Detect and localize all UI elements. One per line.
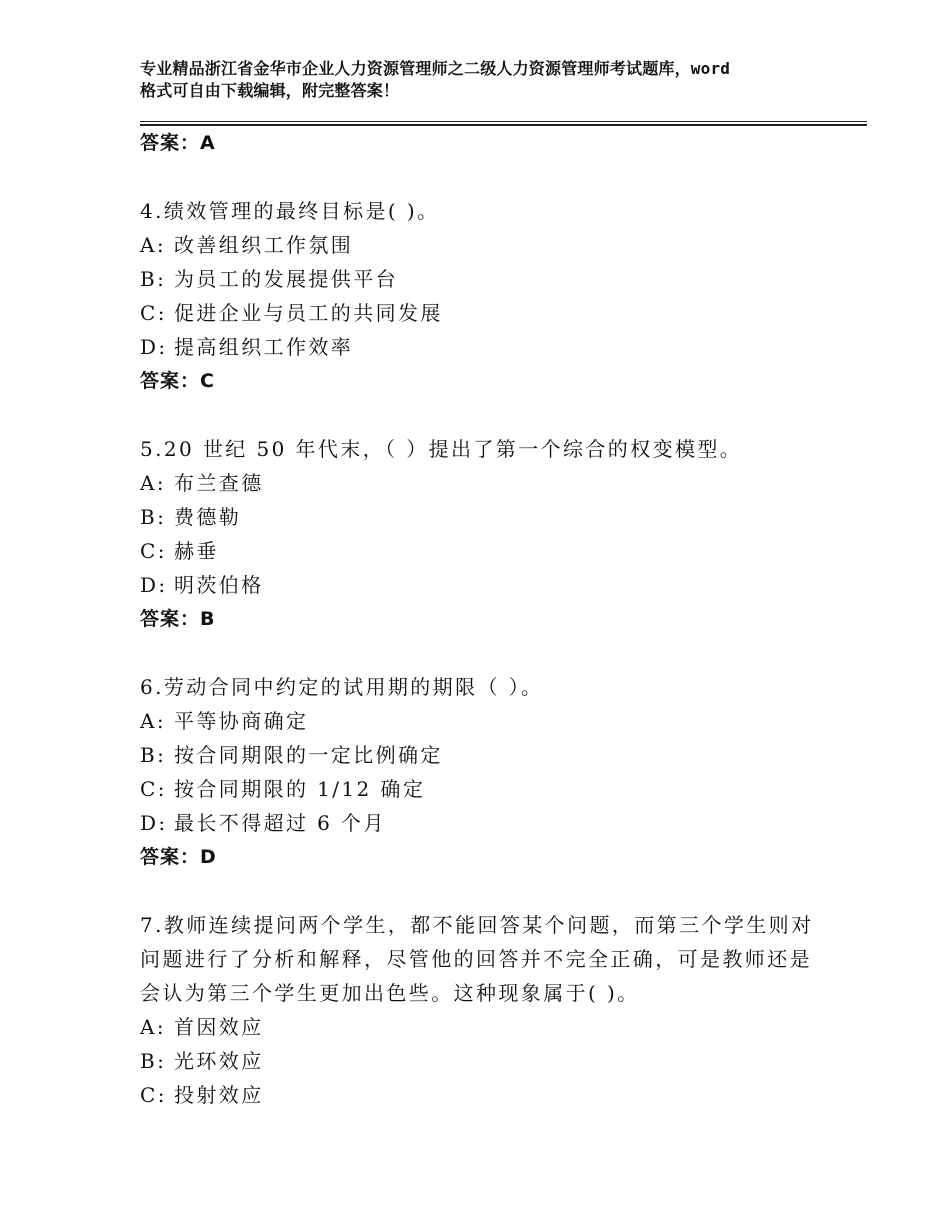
option-text: 赫垂 <box>174 539 219 563</box>
header-divider-thin <box>140 121 867 122</box>
option-text: 促进企业与员工的共同发展 <box>174 301 443 325</box>
option-b <box>140 1044 840 1078</box>
option-text: 改善组织工作氛围 <box>174 233 354 257</box>
question-stem-line-3: 会认为第三个学生更加出色些。这种现象属于( )。 <box>140 981 640 1005</box>
option-text: 为员工的发展提供平台 <box>174 267 398 291</box>
option-c <box>140 772 840 806</box>
option-text: 光环效应 <box>174 1049 264 1073</box>
option-text: 投射效应 <box>174 1083 264 1107</box>
option-d <box>140 806 840 840</box>
document-header <box>140 58 830 102</box>
option-key: A: <box>140 471 166 495</box>
question-stem: 6.劳动合同中约定的试用期的期限（ ）。 <box>140 675 544 699</box>
option-key: D: <box>140 335 168 359</box>
option-d <box>140 568 840 602</box>
option-b <box>140 500 840 534</box>
option-c <box>140 534 840 568</box>
answer-line: 答案：B <box>140 608 216 630</box>
header-title-line-1: 专业精品浙江省金华市企业人力资源管理师之二级人力资源管理师考试题库，word <box>140 59 731 78</box>
option-key: B: <box>140 505 167 529</box>
option-text: 按合同期限的 1/12 确定 <box>174 777 426 801</box>
option-key: D: <box>140 573 168 597</box>
option-key: A: <box>140 709 166 733</box>
option-text: 平等协商确定 <box>174 709 309 733</box>
option-text: 提高组织工作效率 <box>174 335 354 359</box>
option-key: A: <box>140 233 166 257</box>
option-a <box>140 466 840 500</box>
option-key: A: <box>140 1015 166 1039</box>
option-key: D: <box>140 811 168 835</box>
option-c <box>140 296 840 330</box>
option-text: 费德勒 <box>174 505 242 529</box>
question-6 <box>140 670 840 874</box>
answer-line: 答案：C <box>140 370 215 392</box>
question-list <box>140 126 840 1112</box>
option-key: C: <box>140 1083 167 1107</box>
option-b <box>140 262 840 296</box>
question-stem-line-2: 问题进行了分析和解释，尽管他的回答并不完全正确，可是教师还是 <box>140 947 812 971</box>
option-key: B: <box>140 743 167 767</box>
option-key: C: <box>140 539 167 563</box>
question-4 <box>140 194 840 398</box>
option-a <box>140 1010 840 1044</box>
option-d <box>140 330 840 364</box>
option-b <box>140 738 840 772</box>
option-text: 明茨伯格 <box>174 573 264 597</box>
option-key: C: <box>140 301 167 325</box>
option-text: 布兰查德 <box>174 471 264 495</box>
answer-line: 答案：D <box>140 846 217 868</box>
option-text: 首因效应 <box>174 1015 264 1039</box>
option-text: 按合同期限的一定比例确定 <box>174 743 443 767</box>
question-7 <box>140 908 840 1112</box>
previous-answer: 答案：A <box>140 132 216 154</box>
option-a <box>140 704 840 738</box>
question-stem-line-1: 7.教师连续提问两个学生，都不能回答某个问题，而第三个学生则对 <box>140 913 814 937</box>
question-5 <box>140 432 840 636</box>
option-a <box>140 228 840 262</box>
header-title-line-2: 格式可自由下载编辑，附完整答案！ <box>140 81 400 100</box>
option-key: B: <box>140 267 167 291</box>
option-text: 最长不得超过 6 个月 <box>174 811 386 835</box>
option-c <box>140 1078 840 1112</box>
option-key: C: <box>140 777 167 801</box>
option-key: B: <box>140 1049 167 1073</box>
question-stem: 4.绩效管理的最终目标是( )。 <box>140 199 440 223</box>
question-stem: 5.20 世纪 50 年代末，（ ）提出了第一个综合的权变模型。 <box>140 437 743 461</box>
